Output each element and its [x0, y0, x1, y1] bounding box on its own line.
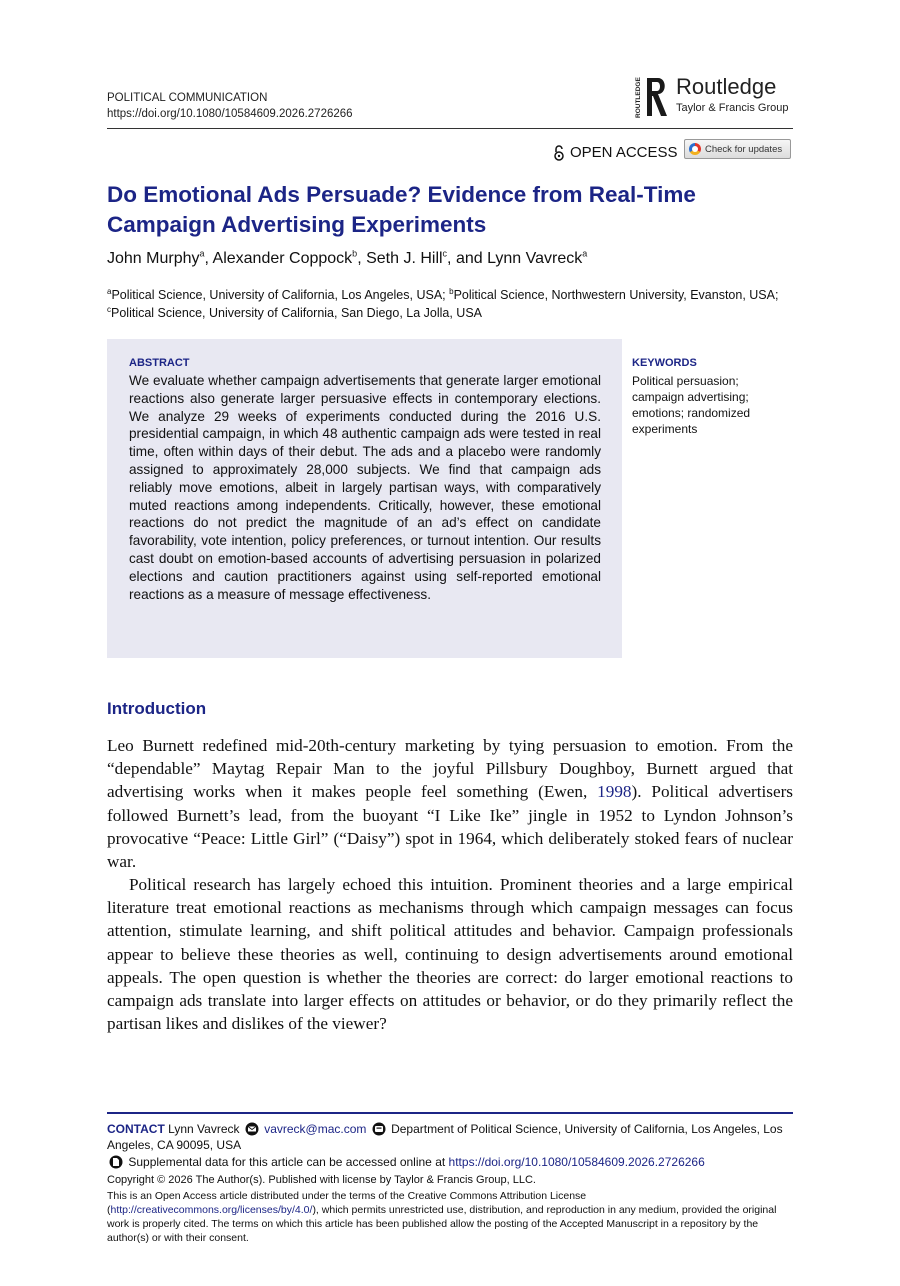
- open-access-label: OPEN ACCESS: [570, 144, 678, 161]
- section-heading-introduction: Introduction: [107, 699, 207, 718]
- email-icon: [245, 1122, 259, 1136]
- affiliation: Political Science, University of California, Los Angeles, USA;: [111, 288, 450, 302]
- author-name: Seth J. Hill: [366, 250, 443, 267]
- author-name: Alexander Coppock: [212, 250, 353, 267]
- author-list: John Murphy$^a$, Alexander Coppock$^b$, Seth J. Hill$^c$, and Lynn Vavreck$^a$: [107, 248, 588, 267]
- footer-rule: [107, 1112, 793, 1114]
- check-updates-button[interactable]: [684, 139, 791, 159]
- supplemental-text: Supplemental data for this article can be accessed online at: [128, 1155, 449, 1169]
- supplemental-line: [107, 1154, 797, 1170]
- license-prefix: This is an Open Access article distributed under the terms of the Creative Commons Attribution License (: [107, 1190, 587, 1216]
- keywords-heading: KEYWORDS: [632, 357, 697, 369]
- citation-link[interactable]: 1998: [597, 782, 632, 802]
- contact-line: [107, 1121, 797, 1153]
- author-name: Lynn Vavreck: [487, 250, 583, 267]
- abstract-heading: ABSTRACT: [129, 357, 190, 369]
- check-updates-label: Check for updates: [705, 143, 783, 155]
- affiliation: Political Science, Northwestern University, Evanston, USA;: [453, 288, 779, 302]
- affil-marker: a: [107, 286, 112, 296]
- affil-marker: b: [449, 286, 454, 296]
- license-text: [107, 1189, 797, 1245]
- check-updates-icon: [689, 143, 701, 155]
- publisher-name: Routledge: [676, 74, 777, 99]
- article-title: Do Emotional Ads Persuade? Evidence from Real-Time Campaign Advertising Experiments: [107, 182, 696, 237]
- affiliations: [107, 286, 797, 322]
- paragraph-text: Leo Burnett redefined mid-20th-century marketing by tying persuasion to emotion. From the “dependable” Maytag Repair Man to the joyful Pillsbury Doughboy, Burnett argued that advertising works when it makes people feel something (Ewen,: [107, 736, 793, 802]
- keywords-list: Political persuasion; campaign advertising; emotions; randomized experiments: [632, 374, 751, 436]
- svg-text:ROUTLEDGE: ROUTLEDGE: [635, 77, 642, 118]
- contact-address: Department of Political Science, University of California, Los Angeles, Los Angeles, CA 90095, USA: [107, 1122, 783, 1152]
- author-affil-marker: a: [199, 248, 205, 259]
- journal-doi[interactable]: https://doi.org/10.1080/10584609.2026.2726266: [107, 108, 353, 120]
- journal-header: [107, 90, 353, 122]
- routledge-logo: [636, 72, 796, 122]
- affil-marker: c: [107, 304, 111, 314]
- body-paragraph-2: Political research has largely echoed this intuition. Prominent theories and a large empirical literature treat emotional reactions as mechanisms through which campaign messages can focus attention, stimulate learning, and shift political attitudes and behavior. Campaign professionals appear to believe these theories as well, continuing to design advertisements around emotional appeals. The open question is whether the theories are correct: do larger emotional reactions to campaign ads translate into larger effects on attitudes or behavior, or do they primarily reflect the partisan likes and dislikes of the viewer?: [107, 875, 793, 1034]
- license-suffix: ), which permits unrestricted use, distribution, and reproduction in any medium, provided the original work is properly cited. The terms on which this article has been published allow the posting of the Accepted Manuscript in a repository by the author(s) or with their consent.: [107, 1204, 777, 1244]
- supplemental-icon: [109, 1155, 123, 1169]
- paragraph-text: ). Political advertisers followed Burnett’s lead, from the buoyant “I Like Ike” jingle in 1952 to Lyndon Johnson’s provocative “Peace: Little Girl” (“Daisy”) spot in 1964, which deliberately stoked fears of nuclear war.: [107, 782, 793, 872]
- contact-label: CONTACT: [107, 1122, 165, 1136]
- license-link[interactable]: http://creativecommons.org/licenses/by/4.0/: [110, 1204, 313, 1216]
- header-rule: [107, 128, 793, 129]
- author-affil-marker: c: [442, 248, 448, 259]
- author-affil-marker: a: [582, 248, 588, 259]
- contact-email-link[interactable]: vavreck@mac.com: [264, 1122, 367, 1136]
- open-access-badge: [554, 144, 678, 161]
- supplemental-link[interactable]: https://doi.org/10.1080/10584609.2026.2726266: [448, 1155, 705, 1169]
- publisher-subtitle: Taylor & Francis Group: [676, 102, 789, 114]
- contact-name: Lynn Vavreck: [168, 1122, 240, 1136]
- body-paragraph-1: [107, 734, 793, 873]
- routledge-logo-mark-icon: [636, 74, 670, 120]
- copyright-line: Copyright © 2026 The Author(s). Published with license by Taylor & Francis Group, LLC.: [107, 1174, 536, 1186]
- author-affil-marker: b: [352, 248, 358, 259]
- abstract-text: We evaluate whether campaign advertisements that generate larger emotional reactions also generate larger persuasive effects in contemporary elections. We analyze 29 weeks of experiments conducted during the 2016 U.S. presidential campaign, in which 48 authentic campaign ads were tested in real time, often within days of their debut. The ads and a placebo were randomly assigned to approximately 28,000 subjects. We find that campaign ads reliably move emotions, albeit in largely partisan ways, with comparatively muted reactions among independents. Critically, however, these emotional reactions do not predict the magnitude of an ad’s effect on candidate favorability, vote intention, policy preferences, or turnout intention. Our results cast doubt on emotion-based accounts of advertising persuasion in polarized elections and caution practitioners against using self-reported emotional reactions as a measure of message effectiveness.: [129, 373, 601, 602]
- author-name: John Murphy: [107, 250, 200, 267]
- journal-name: POLITICAL COMMUNICATION: [107, 92, 268, 104]
- affiliation: Political Science, University of California, San Diego, La Jolla, USA: [111, 306, 483, 320]
- open-access-lock-icon: [554, 145, 564, 161]
- address-icon: [372, 1122, 386, 1136]
